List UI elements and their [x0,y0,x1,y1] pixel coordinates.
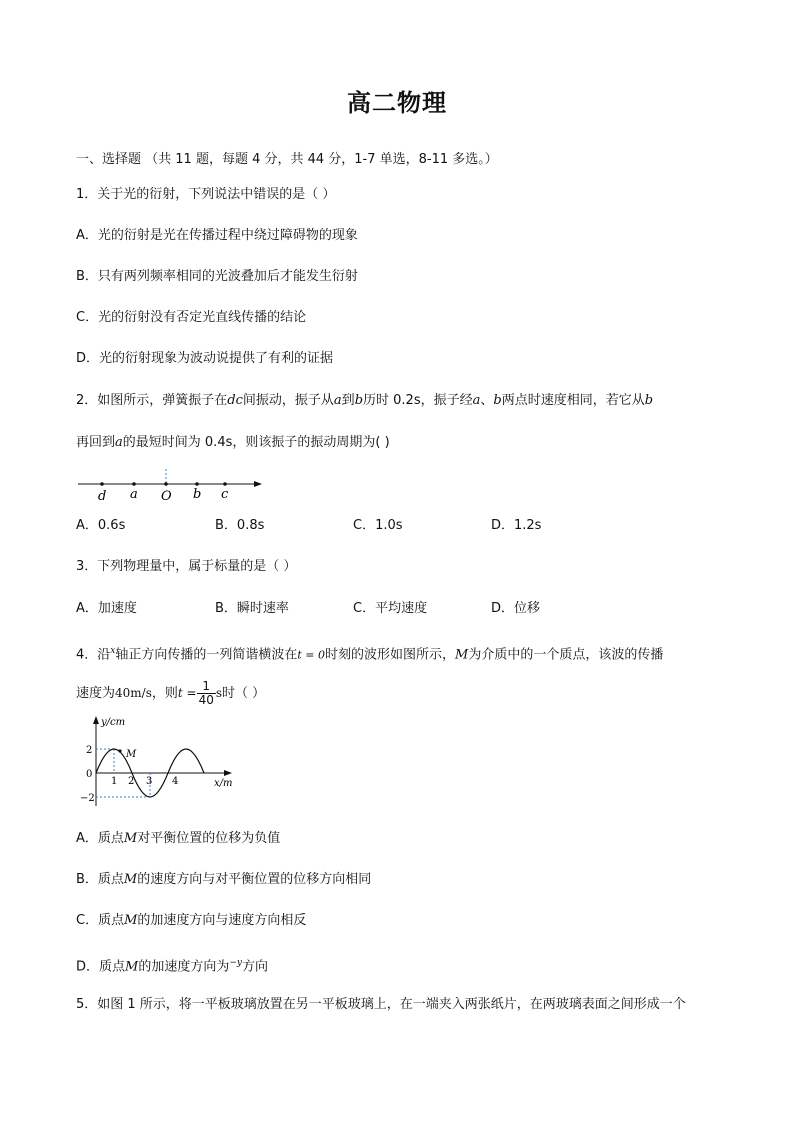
label-d: d [98,489,107,504]
axis-arrow-icon [254,481,262,487]
question-1-option-c: C．光的衍射没有否定光直线传播的结论 [76,310,307,325]
tick-y0: 0 [86,769,93,780]
question-1-option-d: D．光的衍射现象为波动说提供了有利的证据 [76,351,334,366]
question-4-option-a: A．质点M对平衡位置的位移为负值 [76,831,281,846]
question-4-stem-line-1: 4．沿$^x$轴正方向传播的一列简谐横波在t = 0时刻的波形如图所示，M为介质中的一个质点，该波的传播 [76,646,664,663]
question-3-option-c: C．平均速度 [353,601,428,616]
x-axis-arrow-icon [224,770,232,776]
tick-x4: 4 [172,776,179,787]
tick-x3: 3 [146,776,153,787]
tick-y2: 2 [86,745,93,756]
fraction-1-40: $\frac{1}{40}$ [198,679,214,707]
point-b [195,482,199,486]
point-o [164,482,168,486]
y-axis-arrow-icon [93,716,99,724]
question-4-stem-line-2: 速度为40m/s，则t = $\frac{1}{40}$ s时（ ） [76,679,266,707]
point-a [132,482,136,486]
page-title: 高二物理 [347,89,447,117]
wave-graph [76,714,246,810]
question-3-option-b: B．瞬时速率 [215,601,289,616]
x-axis-label: x/m [214,778,233,789]
label-o: O [161,489,172,504]
question-2-option-c: C．1.0s [353,518,403,533]
tick-ym2: −2 [80,793,95,804]
question-3-option-d: D．位移 [491,601,541,616]
question-2-option-a: A．0.6s [76,518,126,533]
question-2-stem-line-2: 再回到a的最短时间为 0.4s，则该振子的振动周期为( ) [76,435,390,450]
label-b: b [193,487,202,502]
question-3-stem: 3．下列物理量中，属于标量的是（ ） [76,559,297,574]
point-c [223,482,227,486]
y-axis-label: y/cm [101,717,126,728]
question-4-option-c: C．质点M的加速度方向与速度方向相反 [76,913,307,928]
label-a: a [130,487,138,502]
question-1-stem: 1．关于光的衍射，下列说法中错误的是（ ） [76,187,336,202]
question-1-option-b: B．只有两列频率相同的光波叠加后才能发生衍射 [76,269,358,284]
spring-oscillator-diagram [76,466,266,506]
question-1-option-a: A．光的衍射是光在传播过程中绕过障碍物的现象 [76,228,358,243]
question-5-stem: 5．如图 1 所示，将一平板玻璃放置在另一平板玻璃上，在一端夹入两张纸片，在两玻璃表面之间形成一个 [76,997,686,1012]
question-4-option-b: B．质点M的速度方向与对平衡位置的位移方向相同 [76,872,372,887]
question-2-option-b: B．0.8s [215,518,265,533]
question-4-option-d: D．质点M的加速度方向为$^{-y}$方向 [76,958,268,975]
tick-x2: 2 [128,776,135,787]
section-heading: 一、选择题 （共 11 题，每题 4 分，共 44 分，1-7 单选，8-11 多选。） [76,152,498,167]
point-m [118,749,121,752]
point-d [100,482,104,486]
label-c: c [221,487,229,502]
question-2-option-d: D．1.2s [491,518,542,533]
question-3-option-a: A．加速度 [76,601,137,616]
question-2-stem-line-1: 2．如图所示，弹簧振子在dc间振动，振子从a到b历时 0.2s，振子经a、b两点时速度相同，若它从b [76,393,654,408]
tick-x1: 1 [111,776,118,787]
label-m: M [126,749,137,760]
